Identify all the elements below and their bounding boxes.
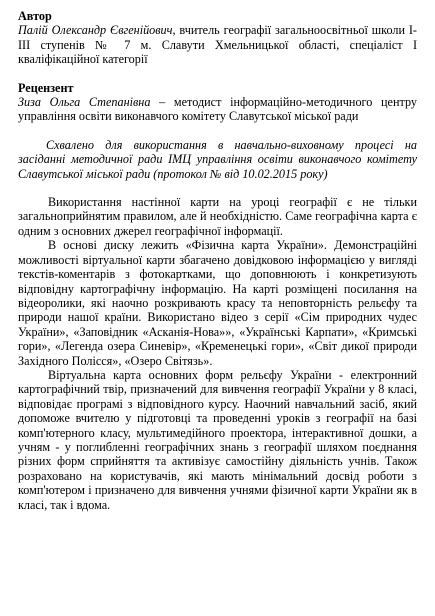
reviewer-details: – методист інформаційно-методичного центру управління освіти виконавчого комітету Славутської міської ради <box>18 95 417 124</box>
paragraph-intro: Використання настінної карти на уроці географії є не тільки загальноприйнятим правилом, але й необхідністю. Саме географічна карта є одним з основних джерел географічної інформації. <box>18 195 417 238</box>
author-details: вчитель географії загальноосвітньої школи І-ІІІ ступенів № 7 м. Славути Хмельницької області, спеціаліст І кваліфікаційної категорії <box>18 23 417 67</box>
spacer <box>18 124 417 138</box>
spacer <box>18 67 417 81</box>
spacer <box>18 181 417 195</box>
reviewer-block <box>18 95 417 124</box>
reviewer-name: Зиза Ольга Степанівна <box>18 95 151 110</box>
reviewer-heading: Рецензент <box>18 80 74 95</box>
approval-note: Схвалено для використання в навчально-виховному процесі на засіданні методичної ради ІМЦ управління освіти виконавчого комітету Славутської міської ради (протокол № від 10.02.2015 року) <box>18 137 417 181</box>
author-heading: Автор <box>18 9 52 23</box>
author-name: Палій Олександр Євгенійович, <box>18 23 176 38</box>
author-block <box>18 23 417 66</box>
paragraph-virtual-map: Віртуальна карта основних форм рельєфу України - електронний картографічний твір, призначений для вивчення географії України у 8 класі, відповідає програмі з відповідного курсу. Наочний навчальний засіб, який допоможе вчителю у підготовці та проведенні уроків з географії на базі комп'ютерного класу, мультимедійного проектора, інтерактивної дошки, а учням - у поглибленні географічних знань з географії шляхом поєднання різних форм сприйняття та активізує самостійну діяльність учнів. Також розраховано на користувачів, які мають мінімальний досвід роботи з комп'ютером і призначено для вивчення учнями фізичної карти України як в класі, так і вдома. <box>18 367 417 512</box>
paragraph-disk: В основі диску лежить «Фізична карта України». Демонстраційні можливості віртуальної карти збагачено довідковою інформацією у вигляді текстів-коментарів з фотокартками, що доповнюють і конкретизують відповідну картографічну інформацію. На карті розміщені посилання на відеоролики, які наочно розкривають красу та неповторність рельєфу та природи нашої країни. Використано відео з серії «Сім природних чудес України», «Заповідник «Асканія-Нова»», «Українські Карпати», «Кримські гори», «Легенда озера Синевір», «Кременецькі гори», «Світ дикої природи Західного Полісся», «Озеро Світязь». <box>18 238 417 368</box>
